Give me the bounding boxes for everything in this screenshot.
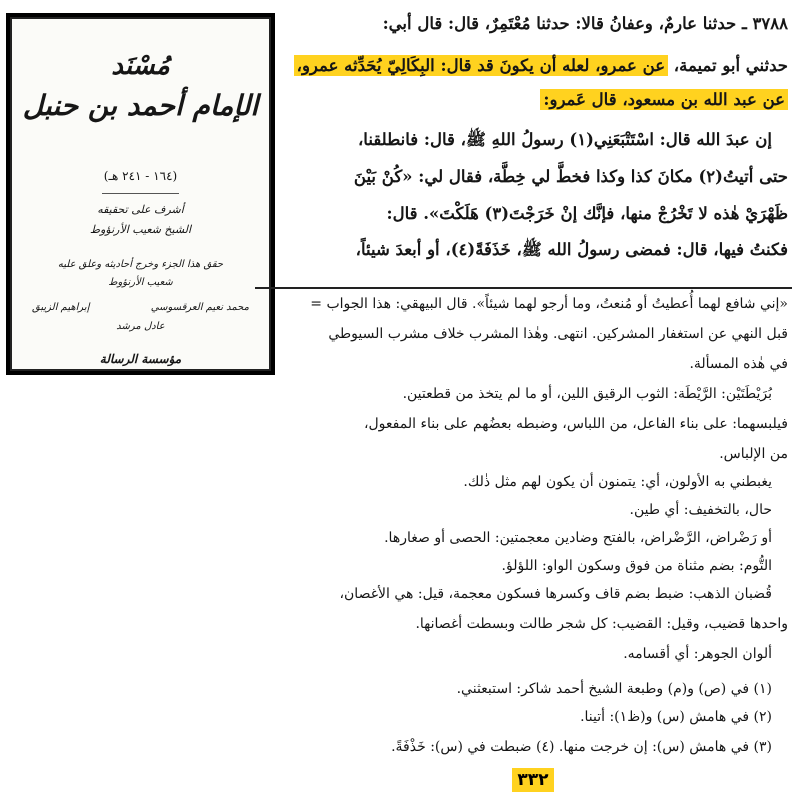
hadith-line-5: حتى أتيتُ(٢) مكانَ كذا وكذا فخطَّ لي خِطَّة، فقال لي: «كُنْ بَيْنَ xyxy=(353,167,788,186)
footnote-line-11: قُضبان الذهب: ضبط بضم قاف وكسرها فسكون معجمة، قيل: هي الأغصان، xyxy=(339,586,772,602)
footnote-line-8: حال، بالتخفيف: أي طين. xyxy=(629,502,772,518)
book-cover-inner xyxy=(10,17,271,371)
footnote-divider xyxy=(255,287,792,289)
footnote-line-9: أو رَضْراض، الرَّضْراض، بالفتح وضادين معجمتين: الحصى أو صغارها. xyxy=(384,530,772,546)
footnote-line-3: في هٰذه المسألة. xyxy=(689,356,788,372)
hadith-line-4: إن عبدَ الله قال: اسْتَتْبَعَنِي(١) رسولُ اللهِ ﷺ، قال: فانطلقنا، xyxy=(357,130,772,149)
hadith-line-3 xyxy=(280,90,788,109)
footnote-note-1: (١) في (ص) و(م) وطبعة الشيخ أحمد شاكر: استبعثني. xyxy=(456,681,772,697)
cover-publisher: مؤسسة الرسالة xyxy=(99,352,182,366)
highlighted-isnad-1: عن عمرو، لعله أن يكونَ قد قال: البِكَالِيّ يُحَدِّثه عمرو، xyxy=(294,55,668,76)
book-cover-image xyxy=(6,13,275,375)
hadith-line-1: ٣٧٨٨ ـ حدثنا عارمٌ، وعفانُ قالا: حدثنا مُعْتَمِرٌ، قال: قال أبي: xyxy=(382,14,788,33)
hadith-line-7: فكنتُ فيها، قال: فمضى رسولُ الله ﷺ، خَذَفَةً(٤)، أو أبعدَ شيئاً، xyxy=(355,240,788,259)
highlighted-isnad-2: عن عبد الله بن مسعود، قال عَمرو: xyxy=(540,89,788,110)
cover-subtitle: الإمام أحمد بن حنبل xyxy=(22,89,259,122)
footnote-line-7: يغبطني به الأولون، أي: يتمنون أن يكون لهم مثل ذٰلك. xyxy=(463,474,772,490)
footnote-line-2: قبل النهي عن استغفار المشركين. انتهى. وهٰذا المشرب خلاف مشرب السيوطي xyxy=(328,326,788,342)
cover-editor-main: شعيب الأرنؤوط xyxy=(108,277,173,288)
footnote-line-12: واحدها قضيب، وقيل: القضيب: كل شجر طالت وبسطت أغصانها. xyxy=(415,616,788,632)
footnote-note-3-4: (٣) في هامش (س): إن خرجت منها. (٤) ضبطت في (س): خَذْفَةً. xyxy=(391,739,772,755)
footnote-line-10: التُّوم: بضم مثناة من فوق وسكون الواو: اللؤلؤ. xyxy=(501,558,772,574)
footnote-line-6: من الإلباس. xyxy=(719,446,788,462)
hadith-line-2-plain: حدثني أبو تميمة، xyxy=(673,56,788,75)
cover-supervision-label: أشرف على تحقيقه xyxy=(97,203,184,216)
footnote-line-13: ألوان الجوهر: أي أقسامه. xyxy=(623,646,772,662)
cover-editor-left: إبراهيم الزيبق xyxy=(32,302,90,313)
cover-divider xyxy=(102,193,179,194)
cover-dates: (١٦٤ - ٢٤١ هـ) xyxy=(103,169,178,183)
hadith-line-2 xyxy=(280,56,788,75)
cover-editor-right: محمد نعيم العرقسوسي xyxy=(150,302,249,313)
cover-editor-bottom: عادل مرشد xyxy=(116,321,165,332)
hadith-line-6: ظَهْرَيْ هٰذه لا تَخْرُجْ منها، فإنَّك إنْ خَرَجْتَ(٣) هَلَكْتَ». قال: xyxy=(386,204,788,223)
page-number: ٣٣٢ xyxy=(512,768,554,792)
footnote-line-1-text: «إني شافع لهما أُعطيتُ أو مُنعتُ، وما أرجو لهما شيئاً». قال البيهقي: هذا الجواب xyxy=(326,296,788,312)
footnote-note-2: (٢) في هامش (س) و(ظ١): أتينا. xyxy=(580,709,772,725)
cover-tahqiq-note: حقق هذا الجزء وخرج أحاديثه وعلق عليه xyxy=(57,259,224,270)
footnote-line-4: بُرَيْطَتَيْن: الرَّيْطَة: الثوب الرقيق اللين، أو ما لم يتخذ من قطعتين. xyxy=(402,386,772,402)
footnote-line-5: فيلبسهما: على بناء الفاعل، من اللباس، وضبطه بعضُهم على بناء المفعول، xyxy=(363,416,788,432)
continuation-marker: = xyxy=(310,296,322,312)
cover-title: مُسْنَد xyxy=(111,51,170,81)
cover-supervisor: الشيخ شعيب الأرنؤوط xyxy=(89,223,192,236)
footnote-line-1 xyxy=(280,296,788,312)
